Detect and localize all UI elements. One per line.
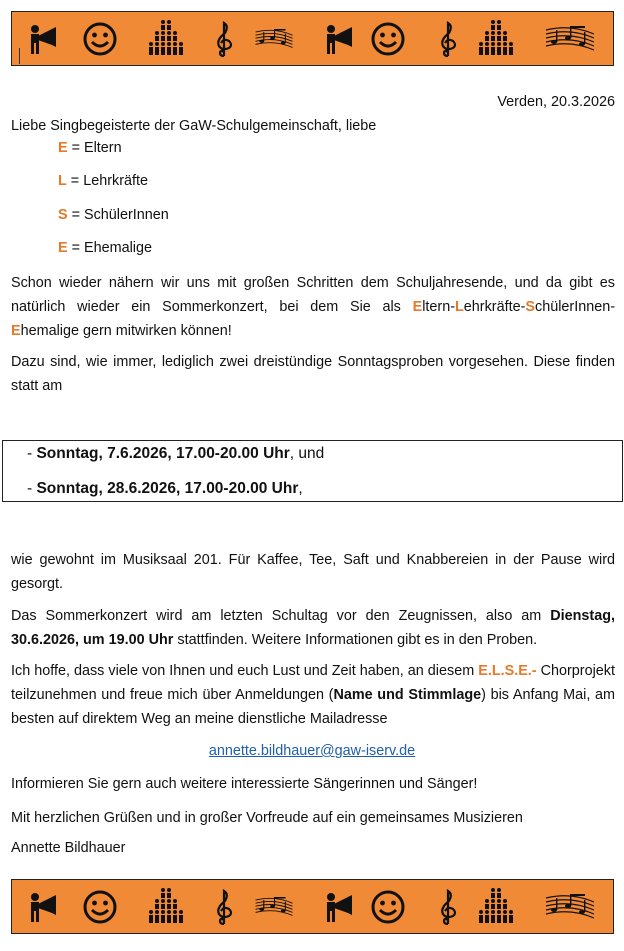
closing-line: Mit herzlichen Grüßen und in großer Vorfreude auf ein gemeinsames Musizieren — [11, 810, 523, 826]
music-notes-icon — [542, 21, 598, 57]
megaphone-icon — [24, 21, 64, 57]
greeting: Liebe Singbegeisterte der GaW-Schulgemeinschaft, liebe — [11, 118, 377, 134]
choir-icon — [146, 21, 186, 57]
smiley-icon — [80, 889, 120, 925]
acronym-line-schuelerinnen: S = SchülerInnen — [58, 207, 169, 223]
smiley-icon — [80, 21, 120, 57]
rehearsal-date-2: - Sonntag, 28.6.2026, 17.00-20.00 Uhr, — [27, 480, 303, 497]
paragraph-intro: Schon wieder nähern wir uns mit großen Schritten dem Schuljahresende, und da gibt es natürlich wieder ein Sommerkonzert, bei dem Sie als Eltern-Lehrkräfte-SchülerInnen-Ehemalige gern mitwirken können! — [11, 275, 615, 339]
rehearsal-date-1: - Sonntag, 7.6.2026, 17.00-20.00 Uhr, und — [27, 445, 325, 462]
choir-icon — [146, 889, 186, 925]
rehearsal-dates-box — [2, 440, 623, 502]
megaphone-icon — [24, 889, 64, 925]
email-link[interactable]: annette.bildhauer@gaw-iserv.de — [208, 743, 416, 759]
megaphone-icon — [320, 21, 360, 57]
bottom-banner — [11, 879, 614, 934]
paragraph-concert: Das Sommerkonzert wird am letzten Schultag vor den Zeugnissen, also am Dienstag, 30.6.2026, um 19.00 Uhr stattfinden. Weitere Informationen gibt es in den Proben. — [11, 608, 615, 648]
music-notes-icon — [254, 21, 294, 57]
signature: Annette Bildhauer — [11, 840, 126, 856]
paragraph-registration: Ich hoffe, dass viele von Ihnen und euch Lust und Zeit haben, an diesem E.L.S.E.- Chorprojekt teilzunehmen und freue mich über Anmeldungen (Name und Stimmlage) bis Anfang Mai, am besten auf direktem Weg an meine dienstliche Mailadresse — [11, 663, 615, 727]
treble-clef-icon — [204, 889, 244, 925]
music-notes-icon — [254, 889, 294, 925]
megaphone-icon — [320, 889, 360, 925]
smiley-icon — [368, 889, 408, 925]
top-banner — [11, 11, 614, 66]
paragraph-location: wie gewohnt im Musiksaal 201. Für Kaffee, Tee, Saft und Knabbereien in der Pause wird gesorgt. — [11, 552, 615, 592]
acronym-line-eltern: E = Eltern — [58, 140, 122, 156]
choir-icon — [476, 889, 516, 925]
choir-icon — [476, 21, 516, 57]
text-cursor — [19, 48, 20, 64]
treble-clef-icon — [428, 21, 468, 57]
treble-clef-icon — [428, 889, 468, 925]
music-notes-icon — [542, 889, 598, 925]
paragraph-rehearsals: Dazu sind, wie immer, lediglich zwei dreistündige Sonntagsproben vorgesehen. Diese finden statt am — [11, 354, 615, 394]
acronym-line-ehemalige: E = Ehemalige — [58, 240, 153, 256]
place-date: Verden, 20.3.2026 — [497, 94, 615, 110]
email-line — [0, 741, 624, 761]
smiley-icon — [368, 21, 408, 57]
acronym-line-lehrkraefte: L = Lehrkräfte — [58, 173, 148, 189]
treble-clef-icon — [204, 21, 244, 57]
paragraph-invite: Informieren Sie gern auch weitere interessierte Sängerinnen und Sänger! — [11, 776, 478, 792]
